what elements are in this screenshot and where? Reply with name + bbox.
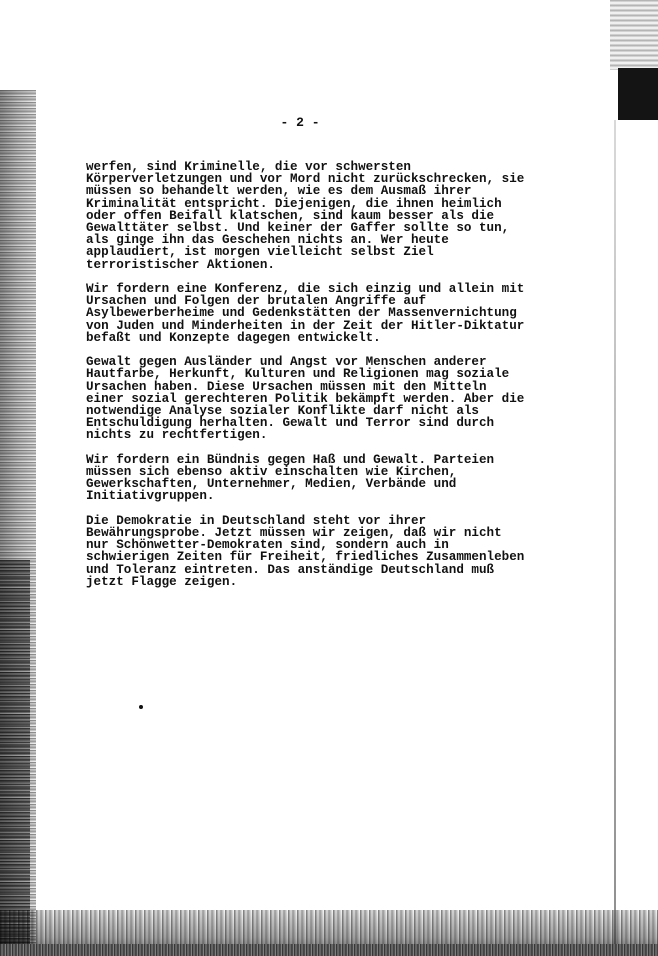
text-line: als ginge ihn das Geschehen nichts an. Wer heute <box>86 233 449 248</box>
text-line: Gewalt gegen Ausländer und Angst vor Menschen anderer <box>86 355 487 370</box>
text-line: Körperverletzungen und vor Mord nicht zurückschrecken, sie <box>86 172 525 187</box>
page-number: - 2 - <box>280 115 320 130</box>
text-line: Gewerkschaften, Unternehmer, Medien, Verbände und <box>86 477 457 492</box>
scan-edge-left-dark <box>0 560 30 956</box>
text-line: von Juden und Minderheiten in der Zeit der Hitler-Diktatur <box>86 318 525 333</box>
text-line: oder offen Beifall klatschen, sind kaum besser als die <box>86 208 495 223</box>
text-line: Ursachen haben. Diese Ursachen müssen mit den Mitteln <box>86 379 487 394</box>
scan-black-mark <box>618 68 658 120</box>
text-line: Initiativgruppen. <box>86 489 215 504</box>
scan-dot <box>139 705 143 709</box>
text-line: nur Schönwetter-Demokraten sind, sondern auch in <box>86 538 449 553</box>
text-line: jetzt Flagge zeigen. <box>86 574 238 589</box>
text-line: Die Demokratie in Deutschland steht vor ihrer <box>86 513 427 528</box>
body-text <box>86 160 525 600</box>
paragraph <box>86 513 525 589</box>
paragraph <box>86 282 525 345</box>
paragraph <box>86 454 516 503</box>
text-line: Kriminalität entspricht. Diejenigen, die ihnen heimlich <box>86 196 502 211</box>
text-line: Ursachen und Folgen der brutalen Angriffe auf <box>86 294 427 309</box>
text-line: befaßt und Konzepte dagegen entwickelt. <box>86 330 381 345</box>
paragraph <box>86 160 525 272</box>
text-line: Bewährungsprobe. Jetzt müssen wir zeigen, daß wir nicht <box>86 526 502 541</box>
text-line: müssen sich ebenso aktiv einschalten wie Kirchen, <box>86 465 457 480</box>
text-line: Wir fordern ein Bündnis gegen Haß und Gewalt. Parteien <box>86 452 495 467</box>
text-line: und Toleranz eintreten. Das anständige Deutschland muß <box>86 562 495 577</box>
paragraph <box>86 355 525 443</box>
text-line: Wir fordern eine Konferenz, die sich einzig und allein mit <box>86 282 525 297</box>
scan-edge-right <box>610 0 658 70</box>
text-line: notwendige Analyse sozialer Konflikte darf nicht als <box>86 404 479 419</box>
scan-edge-right-line <box>614 120 616 956</box>
text-line: müssen so behandelt werden, wie es dem Ausmaß ihrer <box>86 184 472 199</box>
text-line: Hautfarbe, Herkunft, Kulturen und Religionen mag soziale <box>86 367 510 382</box>
text-line: Asylbewerberheime und Gedenkstätten der Massenvernichtung <box>86 306 517 321</box>
text-line: Gewalttäter selbst. Und keiner der Gaffer sollte so tun, <box>86 221 510 236</box>
text-line: werfen, sind Kriminelle, die vor schwersten <box>86 160 411 174</box>
text-line: nichts zu rechtfertigen. <box>86 428 268 443</box>
text-line: einer sozial gerechteren Politik bekämpft werden. Aber die <box>86 391 525 406</box>
scan-edge-bottom-band <box>0 944 658 956</box>
text-line: terroristischer Aktionen. <box>86 257 275 272</box>
text-line: applaudiert, ist morgen vielleicht selbst Ziel <box>86 245 434 260</box>
text-line: schwierigen Zeiten für Freiheit, friedliches Zusammenleben <box>86 550 525 565</box>
text-line: Entschuldigung herhalten. Gewalt und Terror sind durch <box>86 416 495 431</box>
